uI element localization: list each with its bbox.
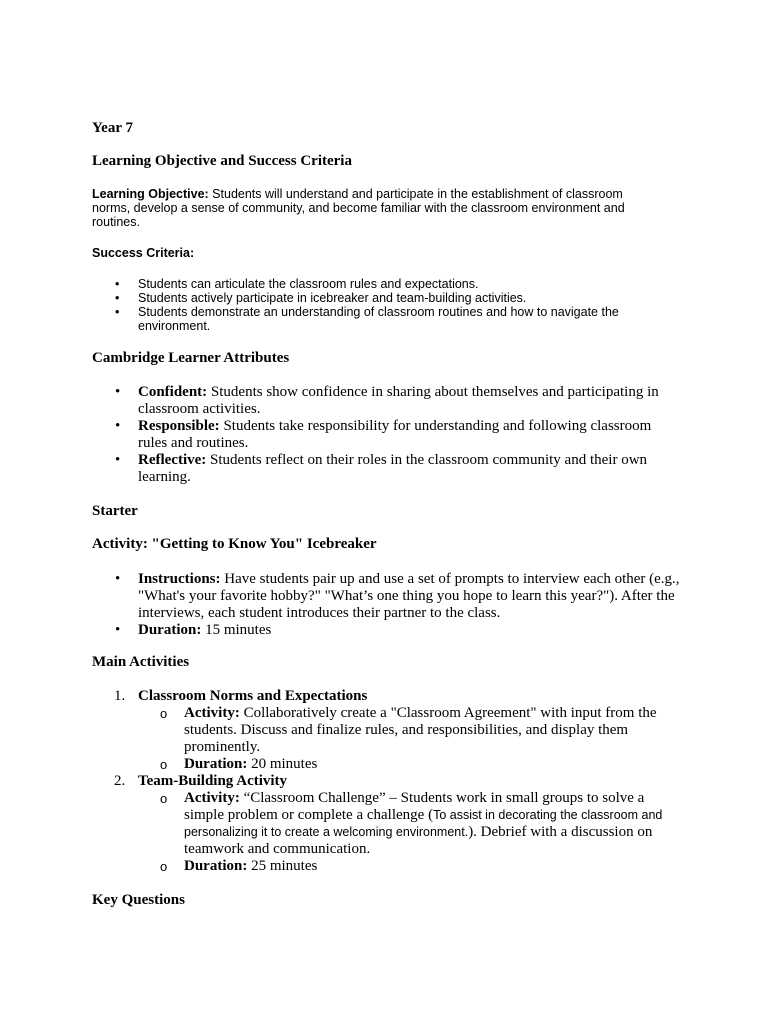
list-item: o Activity: Collaboratively create a "Classroom Agreement" with input from the students. Discuss and finalize rules, and responsibilities, and display them prominently. xyxy=(160,705,657,755)
bullet-icon: • xyxy=(115,452,121,468)
item-number: 1. xyxy=(114,688,126,704)
main-activities-heading: Main Activities xyxy=(92,654,190,670)
key-questions-heading: Key Questions xyxy=(92,892,185,908)
activity-title: Team-Building Activity xyxy=(138,773,288,789)
bullet-icon: • xyxy=(115,277,120,291)
sub-bullet-icon: o xyxy=(160,757,168,772)
item-number: 2. xyxy=(114,773,126,789)
bullet-icon: • xyxy=(115,291,120,305)
list-item: • Responsible: Students take responsibility for understanding and following classroom rules and routines. xyxy=(115,418,652,451)
list-item: • Reflective: Students reflect on their roles in the classroom community and their own learning. xyxy=(115,452,648,485)
success-criteria-label: Success Criteria: xyxy=(92,246,195,260)
sub-list xyxy=(160,705,679,773)
starter-list xyxy=(115,571,683,639)
list-item: • Instructions: Have students pair up and use a set of prompts to interview each other (e.g., "What's your favorite hobby?" "What’s one thing you hope to learn this year?"). After the interviews, each student introduces their partner to the class. xyxy=(115,571,680,621)
list-item: o Duration: 20 minutes xyxy=(160,756,318,772)
sub-bullet-icon: o xyxy=(160,706,168,721)
year-heading: Year 7 xyxy=(92,120,133,136)
list-item: o Activity: “Classroom Challenge” – Students work in small groups to solve a simple problem or complete a challenge (To assist in decorating the classroom and personalizing it to create a welcoming environment.). Debrief with a discussion on teamwork and communication. xyxy=(160,790,663,857)
bullet-icon: • xyxy=(115,571,121,587)
attributes-list xyxy=(115,384,683,486)
starter-activity-heading: Activity: "Getting to Know You" Icebreaker xyxy=(92,536,377,552)
list-item xyxy=(114,688,683,773)
attributes-heading: Cambridge Learner Attributes xyxy=(92,350,290,366)
sub-bullet-icon: o xyxy=(160,791,168,806)
success-criteria-list xyxy=(115,277,668,333)
activity-title: Classroom Norms and Expectations xyxy=(138,688,368,704)
bullet-icon: • xyxy=(115,305,120,319)
list-item: • Duration: 15 minutes xyxy=(115,622,272,638)
sub-bullet-icon: o xyxy=(160,859,168,874)
learning-objective-paragraph xyxy=(92,187,662,229)
main-activities-list xyxy=(114,688,683,875)
list-item: o Duration: 25 minutes xyxy=(160,858,318,874)
starter-heading: Starter xyxy=(92,503,138,519)
learning-objective-text: Students will understand and participate in the establishment of classroom norms, develop a sense of community, and become familiar with the classroom environment and routines. xyxy=(92,187,625,229)
list-item: • Students demonstrate an understanding of classroom routines and how to navigate the environment. xyxy=(115,305,619,333)
bullet-icon: • xyxy=(115,418,121,434)
bullet-icon: • xyxy=(115,622,121,638)
sub-list xyxy=(160,790,679,875)
list-item: • Students can articulate the classroom rules and expectations. xyxy=(115,277,479,291)
list-item xyxy=(114,773,683,875)
learning-objective-label: Learning Objective: xyxy=(92,187,209,201)
list-item: • Students actively participate in icebreaker and team-building activities. xyxy=(115,291,527,305)
list-item: • Confident: Students show confidence in sharing about themselves and participating in classroom activities. xyxy=(115,384,659,417)
bullet-icon: • xyxy=(115,384,121,400)
objective-heading: Learning Objective and Success Criteria xyxy=(92,153,352,169)
